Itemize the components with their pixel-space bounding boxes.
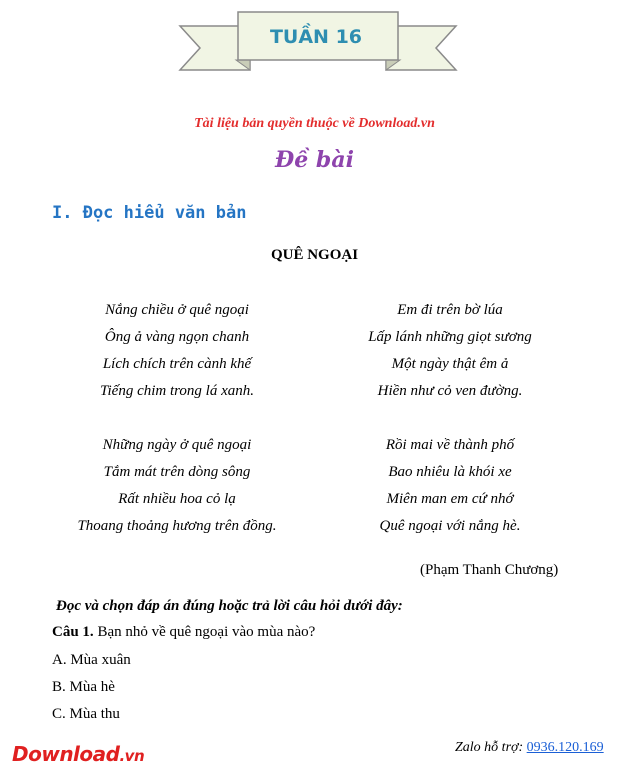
instruction-text: Đọc và chọn đáp án đúng hoặc trả lời câu hỏi dưới đây: bbox=[56, 598, 403, 614]
week-title: TUẦN 16 bbox=[269, 26, 363, 48]
poem-line: Một ngày thật êm ả bbox=[391, 356, 509, 372]
answer-option-c: C. Mùa thu bbox=[52, 706, 120, 722]
page-heading: Đề bài bbox=[275, 147, 354, 173]
poem-line: Quê ngoại với nắng hè. bbox=[379, 518, 521, 534]
answer-option-b: B. Mùa hè bbox=[52, 679, 115, 695]
poem-stanza bbox=[52, 297, 302, 405]
poem-line: Thoang thoảng hương trên đồng. bbox=[77, 518, 277, 534]
question-label: Câu 1. bbox=[52, 624, 94, 640]
poem-line: Nắng chiều ở quê ngoại bbox=[105, 302, 249, 318]
poem-line: Lấp lánh những giọt sương bbox=[368, 329, 532, 345]
poem-stanza bbox=[325, 432, 575, 540]
poem-stanza bbox=[325, 297, 575, 405]
poem-column-right bbox=[325, 297, 575, 567]
poem-line: Những ngày ở quê ngoại bbox=[102, 437, 252, 453]
question-text: Bạn nhỏ về quê ngoại vào mùa nào? bbox=[93, 624, 316, 640]
copyright-notice: Tài liệu bản quyền thuộc về Download.vn bbox=[194, 116, 435, 131]
poem-line: Rất nhiều hoa cỏ lạ bbox=[118, 491, 236, 507]
support-phone-link[interactable]: 0936.120.169 bbox=[526, 740, 604, 755]
poem-line: Em đi trên bờ lúa bbox=[397, 302, 503, 318]
poem-title: QUÊ NGOẠI bbox=[270, 247, 359, 263]
poem-line: Miên man em cứ nhớ bbox=[386, 491, 514, 507]
download-logo[interactable] bbox=[12, 742, 144, 766]
poem-author: (Phạm Thanh Chương) bbox=[420, 562, 559, 578]
poem-line: Tiếng chim trong lá xanh. bbox=[99, 383, 255, 399]
poem-stanza bbox=[52, 432, 302, 540]
section-heading: I. Đọc hiểu văn bản bbox=[52, 203, 247, 223]
poem-line: Hiền như cỏ ven đường. bbox=[377, 383, 523, 399]
logo-main: Download bbox=[12, 742, 120, 766]
zalo-support bbox=[455, 740, 604, 756]
support-label: Zalo hỗ trợ: bbox=[455, 740, 527, 755]
answer-option-a: A. Mùa xuân bbox=[52, 652, 131, 668]
poem-line: Bao nhiêu là khói xe bbox=[388, 464, 512, 480]
question-1 bbox=[52, 624, 315, 641]
logo-suffix: .vn bbox=[119, 747, 145, 765]
poem-line: Lích chích trên cành khế bbox=[102, 356, 252, 372]
poem-line: Rồi mai về thành phố bbox=[385, 437, 515, 453]
poem-line: Ông ả vàng ngọn chanh bbox=[104, 329, 250, 345]
poem-column-left bbox=[52, 297, 302, 567]
poem-line: Tắm mát trên dòng sông bbox=[103, 464, 251, 480]
